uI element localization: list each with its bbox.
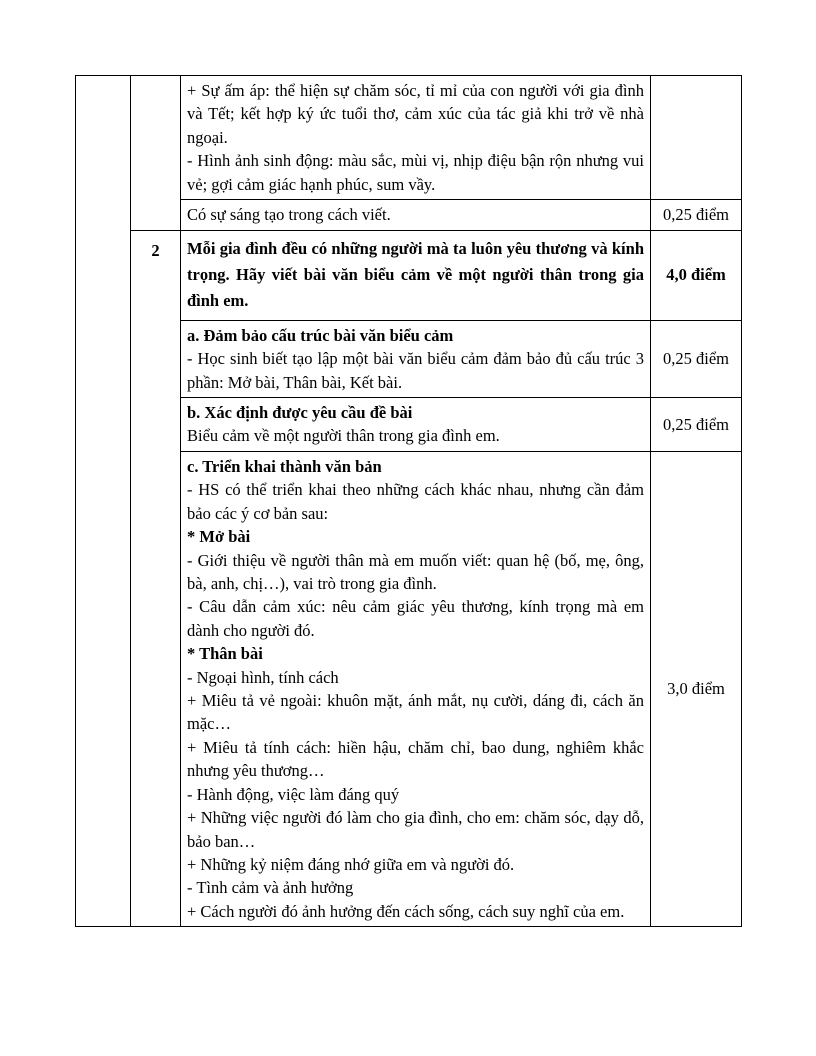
points-cell: 0,25 điểm	[651, 397, 742, 451]
question-prompt: Mỗi gia đình đều có những người mà ta luôn yêu thương và kính trọng. Hãy viết bài văn biểu cảm về một người thân trong gia đình em.	[187, 238, 644, 311]
content-cell	[181, 451, 651, 926]
rubric-line: - Ngoại hình, tính cách	[187, 667, 339, 687]
rubric-line: - Giới thiệu về người thân mà em muốn viết: quan hệ (bố, mẹ, ông, bà, anh, chị…), vai trò trong gia đình.	[187, 550, 644, 593]
rubric-line: + Cách người đó ảnh hưởng đến cách sống, cách suy nghĩ của em.	[187, 901, 625, 921]
rubric-line: + Những kỷ niệm đáng nhớ giữa em và người đó.	[187, 854, 515, 874]
criterion-heading: b. Xác định được yêu cầu đề bài	[187, 402, 413, 422]
outline-heading: * Thân bài	[187, 644, 263, 664]
rubric-line: Biểu cảm về một người thân trong gia đình em.	[187, 426, 500, 446]
table-row	[76, 230, 742, 320]
rubric-line: - Hành động, việc làm đáng quý	[187, 784, 400, 804]
rubric-line: - Học sinh biết tạo lập một bài văn biểu cảm đảm bảo đủ cấu trúc 3 phần: Mở bài, Thân bài, Kết bài.	[187, 349, 644, 392]
table-row	[76, 76, 742, 200]
question-number-cell-empty	[131, 76, 181, 231]
rubric-line: - HS có thể triển khai theo những cách khác nhau, nhưng cần đảm bảo các ý cơ bản sau:	[187, 480, 644, 523]
rubric-line: Có sự sáng tạo trong cách viết.	[187, 205, 391, 225]
criterion-heading: a. Đảm bảo cấu trúc bài văn biểu cảm	[187, 325, 454, 345]
rubric-line: + Những việc người đó làm cho gia đình, cho em: chăm sóc, dạy dỗ, bảo ban…	[187, 808, 644, 851]
rubric-table	[75, 75, 742, 927]
points-cell: 0,25 điểm	[651, 200, 742, 230]
rubric-line: - Hình ảnh sinh động: màu sắc, mùi vị, nhịp điệu bận rộn nhưng vui vẻ; gợi cảm giác hạnh phúc, sum vầy.	[187, 151, 644, 194]
rubric-line: + Sự ấm áp: thể hiện sự chăm sóc, tỉ mỉ của con người với gia đình và Tết; kết hợp ký ức tuổi thơ, cảm xúc của tác giả khi trở về nhà ngoại.	[187, 81, 644, 147]
points-cell	[651, 76, 742, 200]
criterion-heading: c. Triển khai thành văn bản	[187, 456, 382, 476]
content-cell	[181, 320, 651, 397]
points-cell: 4,0 điểm	[651, 230, 742, 320]
rubric-line: + Miêu tả tính cách: hiền hậu, chăm chỉ, bao dung, nghiêm khắc nhưng yêu thương…	[187, 737, 644, 781]
points-cell: 3,0 điểm	[651, 451, 742, 926]
question-number-cell: 2	[131, 230, 181, 927]
content-cell	[181, 397, 651, 451]
points-cell: 0,25 điểm	[651, 320, 742, 397]
rubric-line: + Miêu tả vẻ ngoài: khuôn mặt, ánh mắt, nụ cười, dáng đi, cách ăn mặc…	[187, 691, 644, 734]
content-cell	[181, 200, 651, 230]
outline-heading: * Mở bài	[187, 527, 251, 547]
content-cell	[181, 76, 651, 200]
content-cell	[181, 230, 651, 320]
rubric-line: - Tình cảm và ảnh hưởng	[187, 878, 354, 898]
section-cell	[76, 76, 131, 927]
rubric-line: - Câu dẫn cảm xúc: nêu cảm giác yêu thương, kính trọng mà em dành cho người đó.	[187, 597, 644, 640]
